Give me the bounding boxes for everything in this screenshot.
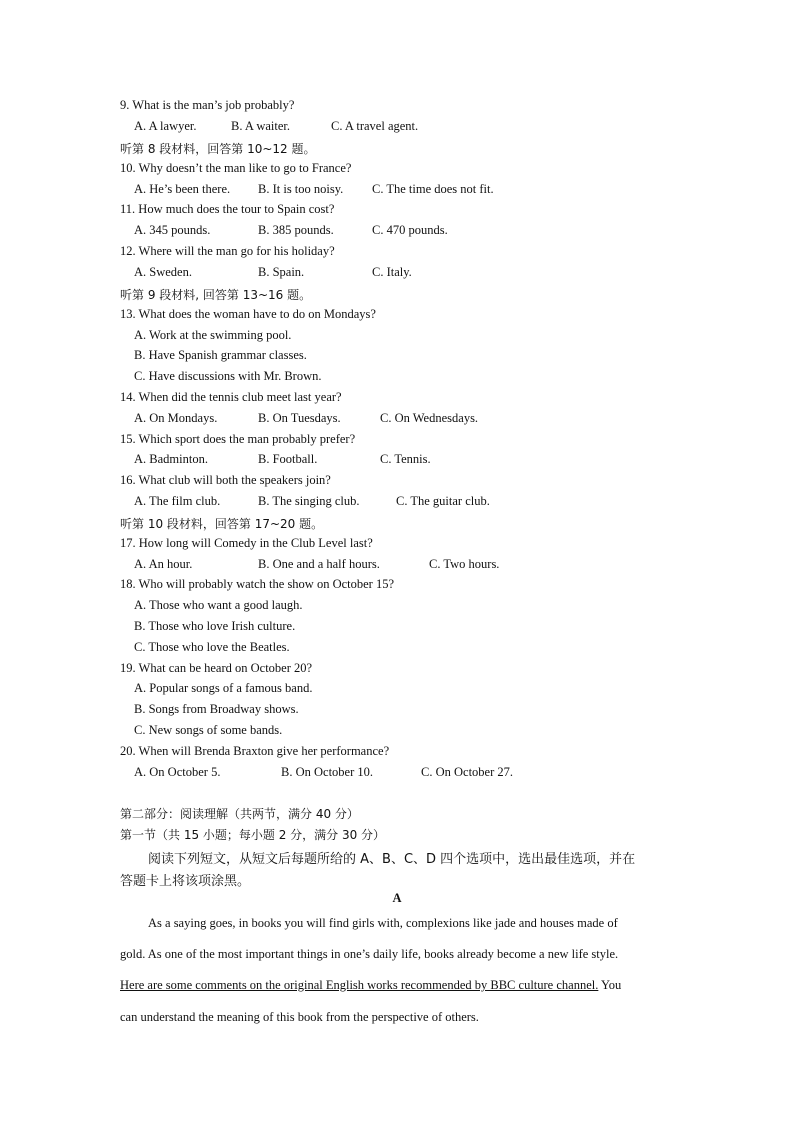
passage-label: A xyxy=(392,891,402,905)
passage-line-3-tail: You xyxy=(598,978,622,992)
question-14: 14. When did the tennis club meet last year? xyxy=(120,390,342,404)
q13-option-b: B. Have Spanish grammar classes. xyxy=(134,348,307,362)
q20-option-c: C. On October 27. xyxy=(421,765,513,779)
q16-option-b: B. The singing club. xyxy=(258,494,360,508)
q17-option-b: B. One and a half hours. xyxy=(258,557,380,571)
section-header-9: 听第 9 段材料, 回答第 13~16 题。 xyxy=(120,288,312,302)
q14-option-a: A. On Mondays. xyxy=(134,411,218,425)
q11-option-c: C. 470 pounds. xyxy=(372,223,448,237)
q19-option-b: B. Songs from Broadway shows. xyxy=(134,702,299,716)
question-13: 13. What does the woman have to do on Mondays? xyxy=(120,307,376,321)
passage-line-4: can understand the meaning of this book from the perspective of others. xyxy=(120,1010,479,1024)
q19-option-a: A. Popular songs of a famous band. xyxy=(134,681,313,695)
part2-title: 第二部分：阅读理解（共两节，满分 40 分） xyxy=(120,807,359,821)
q16-option-a: A. The film club. xyxy=(134,494,221,508)
q13-option-c: C. Have discussions with Mr. Brown. xyxy=(134,369,322,383)
passage-line-3 xyxy=(120,978,676,993)
question-20: 20. When will Brenda Braxton give her performance? xyxy=(120,744,390,758)
question-11: 11. How much does the tour to Spain cost? xyxy=(120,202,335,216)
q12-option-c: C. Italy. xyxy=(372,265,412,279)
q19-option-c: C. New songs of some bands. xyxy=(134,723,283,737)
section-header-10: 听第 10 段材料，回答第 17~20 题。 xyxy=(120,517,324,531)
part2-section1: 第一节（共 15 小题；每小题 2 分，满分 30 分） xyxy=(120,828,386,842)
q12-option-a: A. Sweden. xyxy=(134,265,192,279)
question-12: 12. Where will the man go for his holiday? xyxy=(120,244,335,258)
q10-option-c: C. The time does not fit. xyxy=(372,182,494,196)
q16-option-c: C. The guitar club. xyxy=(396,494,490,508)
question-15: 15. Which sport does the man probably prefer? xyxy=(120,432,356,446)
q11-option-a: A. 345 pounds. xyxy=(134,223,211,237)
q12-option-b: B. Spain. xyxy=(258,265,305,279)
q18-option-a: A. Those who want a good laugh. xyxy=(134,598,303,612)
underlined-sentence: Here are some comments on the original English works recommended by BBC culture channel. xyxy=(120,978,599,992)
q15-option-c: C. Tennis. xyxy=(380,452,431,466)
passage-line-1: As a saying goes, in books you will find girls with, complexions like jade and houses made of xyxy=(148,916,618,930)
q10-option-b: B. It is too noisy. xyxy=(258,182,344,196)
question-18: 18. Who will probably watch the show on October 15? xyxy=(120,577,395,591)
q13-option-a: A. Work at the swimming pool. xyxy=(134,328,292,342)
question-17: 17. How long will Comedy in the Club Level last? xyxy=(120,536,373,550)
q14-option-b: B. On Tuesdays. xyxy=(258,411,341,425)
instruction-line-1: 阅读下列短文，从短文后每题所给的 A、B、C、D 四个选项中，选出最佳选项，并在 xyxy=(148,852,636,867)
section-header-8: 听第 8 段材料，回答第 10~12 题。 xyxy=(120,142,316,156)
question-10: 10. Why doesn’t the man like to go to France? xyxy=(120,161,352,175)
q18-option-c: C. Those who love the Beatles. xyxy=(134,640,290,654)
instruction-line-2: 答题卡上将该项涂黑。 xyxy=(120,874,251,889)
q10-option-a: A. He’s been there. xyxy=(134,182,231,196)
q11-option-b: B. 385 pounds. xyxy=(258,223,334,237)
question-16: 16. What club will both the speakers join? xyxy=(120,473,331,487)
q18-option-b: B. Those who love Irish culture. xyxy=(134,619,296,633)
passage-line-2: gold. As one of the most important things in one’s daily life, books already become a new life style. xyxy=(120,947,619,961)
q20-option-b: B. On October 10. xyxy=(281,765,373,779)
q9-option-b: B. A waiter. xyxy=(231,119,291,133)
q15-option-b: B. Football. xyxy=(258,452,318,466)
q9-option-a: A. A lawyer. xyxy=(134,119,197,133)
question-19: 19. What can be heard on October 20? xyxy=(120,661,313,675)
q14-option-c: C. On Wednesdays. xyxy=(380,411,479,425)
q20-option-a: A. On October 5. xyxy=(134,765,221,779)
q17-option-a: A. An hour. xyxy=(134,557,193,571)
question-9: 9. What is the man’s job probably? xyxy=(120,98,295,112)
q9-option-c: C. A travel agent. xyxy=(331,119,419,133)
q15-option-a: A. Badminton. xyxy=(134,452,208,466)
q17-option-c: C. Two hours. xyxy=(429,557,500,571)
